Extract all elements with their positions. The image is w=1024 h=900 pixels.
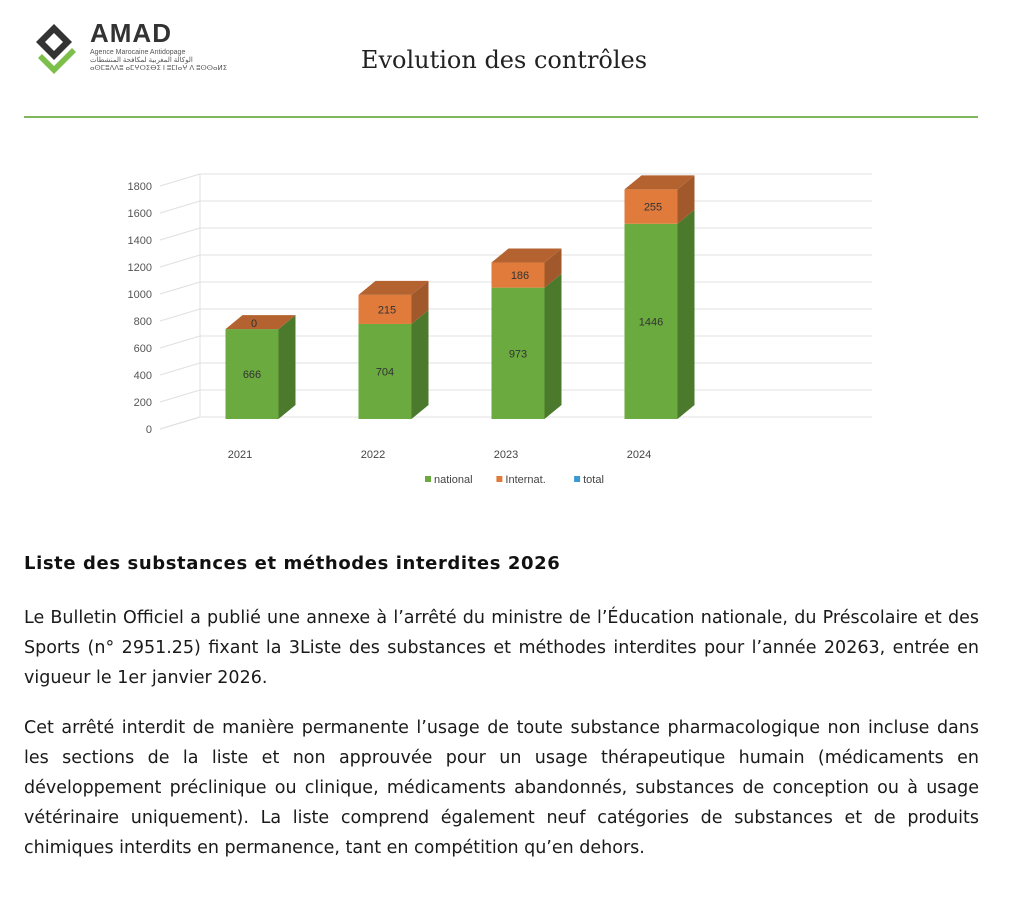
bar-national-side — [545, 274, 562, 419]
bar-2023 — [492, 249, 562, 461]
y-tick-label: 600 — [133, 343, 152, 355]
y-tick-label: 200 — [133, 397, 152, 409]
logo-subtitle-tifinagh: ⴰⵙⵎⵓⴷⴷⵓ ⴰⵎⵖⵔⵉⴱⵉ ⵏ ⵓⵎⵏⴰⵖ ⴷ ⵓⵙⵙⴰⵍⵉ — [90, 65, 228, 72]
y-tick-label: 1000 — [127, 289, 152, 301]
data-label-internat: 255 — [643, 201, 663, 214]
bar-2021 — [226, 315, 296, 461]
legend-label: national — [434, 474, 473, 486]
logo-subtitle-fr: Agence Marocaine Antidopage — [90, 49, 186, 56]
x-tick-label: 2024 — [626, 449, 652, 461]
y-tick-label: 1800 — [127, 181, 152, 193]
data-label-internat: 186 — [510, 270, 530, 283]
page-header — [0, 0, 1024, 120]
logo-wordmark: AMAD — [90, 18, 172, 48]
gridline-diagonal — [160, 417, 200, 429]
bar-national-side — [279, 315, 296, 419]
paragraph-1: Le Bulletin Officiel a publié une annexe à l’arrêté du ministre de l’Éducation nationale, du Préscolaire et des Sports (n° 2951.25) fixant la 3Liste des substances et méthodes interdites pour l’année 20263, entrée en vigueur le 1er janvier 2026. — [24, 608, 979, 688]
y-tick-label: 400 — [133, 370, 152, 382]
gridline-diagonal — [160, 336, 200, 348]
legend-label: Internat. — [505, 474, 546, 486]
page-title: Evolution des contrôles — [360, 46, 648, 74]
data-label-national: 666 — [242, 369, 262, 382]
legend-item-0 — [425, 474, 473, 486]
section-title: Liste des substances et méthodes interdites 2026 — [24, 553, 561, 574]
y-tick-label: 1400 — [127, 235, 152, 247]
header-divider — [24, 116, 978, 118]
logo-subtitle-ar: الوكالة المغربية لمكافحة المنشطات — [90, 57, 193, 64]
data-label-national: 973 — [508, 348, 528, 361]
legend-swatch — [425, 476, 431, 482]
gridline-diagonal — [160, 174, 200, 186]
x-tick-label: 2021 — [227, 449, 253, 461]
gridline-diagonal — [160, 309, 200, 321]
data-label-national: 704 — [375, 366, 395, 379]
gridline-diagonal — [160, 228, 200, 240]
data-label-internat: 0 — [250, 318, 258, 331]
gridline-diagonal — [160, 282, 200, 294]
chart-legend — [425, 474, 604, 486]
bar-national-side — [678, 210, 695, 419]
gridline-diagonal — [160, 363, 200, 375]
legend-item-1 — [496, 474, 545, 486]
data-label-internat: 215 — [377, 304, 397, 317]
paragraph-2: Cet arrêté interdit de manière permanente l’usage de toute substance pharmacologique non incluse dans les sections de la liste et non approuvée pour un usage thérapeutique humain (médicaments en développement préclinique ou clinique, médicaments abandonnés, substances de conception ou à usage vétérinaire uniquement). La liste comprend également neuf catégories de substances et de produits chimiques interdits en permanence, tant en compétition qu’en dehors. — [24, 718, 979, 858]
bar-2024 — [625, 175, 695, 461]
legend-swatch — [496, 476, 502, 482]
y-tick-label: 0 — [145, 424, 152, 436]
bar-national-side — [412, 310, 429, 419]
gridline-diagonal — [160, 201, 200, 213]
legend-label: total — [583, 474, 604, 486]
y-tick-label: 1200 — [127, 262, 152, 274]
stacked-bar-chart — [100, 150, 900, 500]
x-tick-label: 2022 — [360, 449, 386, 461]
x-tick-label: 2023 — [493, 449, 519, 461]
y-tick-label: 1600 — [127, 208, 152, 220]
y-tick-label: 800 — [133, 316, 152, 328]
legend-swatch — [574, 476, 580, 482]
data-label-national: 1446 — [638, 316, 664, 329]
bar-2022 — [359, 281, 429, 461]
gridline-diagonal — [160, 390, 200, 402]
gridline-diagonal — [160, 255, 200, 267]
legend-item-2 — [574, 474, 604, 486]
